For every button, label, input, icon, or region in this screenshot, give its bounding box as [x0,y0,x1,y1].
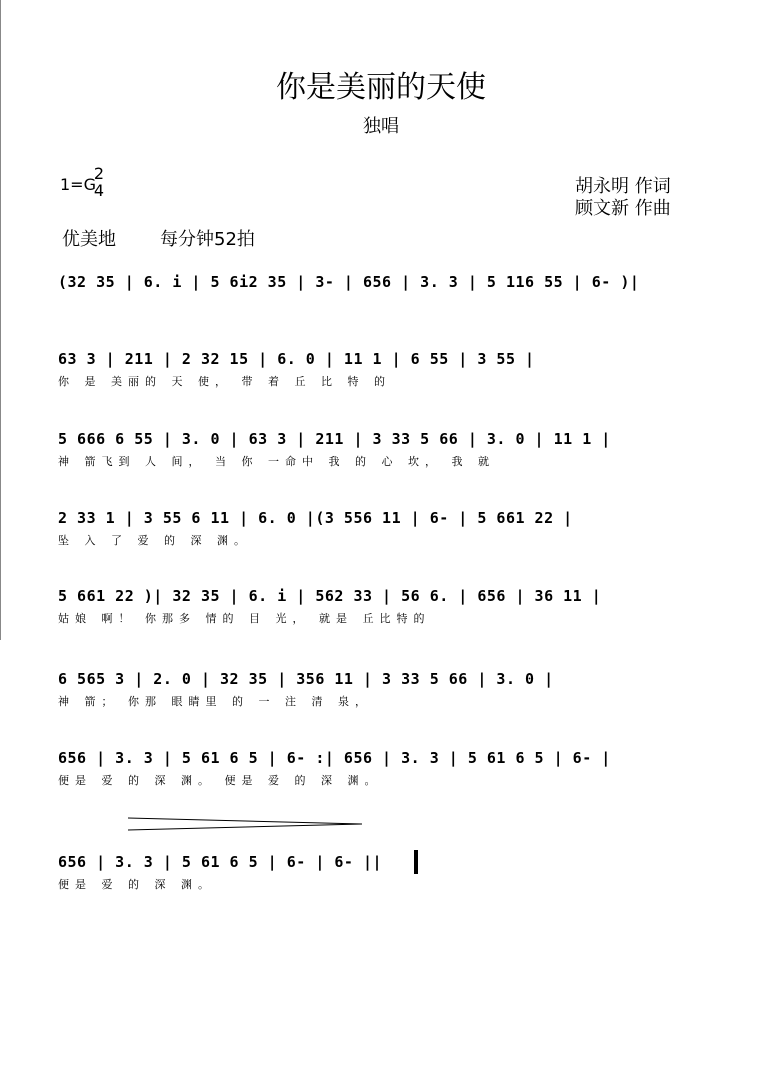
score-system-7 [58,746,703,790]
lyrics-line: 坠 入 了 爱 的 深 渊。 [58,534,251,547]
notation-line: 6 565 3 | 2. 0 | 32 35 | 356 11 | 3 33 5 66 | 3. 0 | [58,670,554,688]
score-system-5 [58,584,703,628]
score-system-2 [58,347,703,391]
score-system-3 [58,427,703,471]
tempo-marking: 每分钟52拍 [160,229,255,250]
score-system-1 [58,270,703,294]
decrescendo-hairpin [128,814,364,834]
notation-line: 5 666 6 55 | 3. 0 | 63 3 | 211 | 3 33 5 66 | 3. 0 | 11 1 | [58,430,611,448]
score-system-8 [58,850,703,894]
notation-line: 656 | 3. 3 | 5 61 6 5 | 6- :| 656 | 3. 3 | 5 61 6 5 | 6- | [58,749,611,767]
lyrics-line: 便是 爱 的 深 渊。 [58,878,215,891]
final-barline [414,850,418,874]
lyricist-credit: 胡永明 作词 [575,176,671,197]
time-signature-top: 2 [93,164,105,183]
score-system-6 [58,667,703,711]
time-signature [93,165,105,199]
notation-line: 5 661 22 )| 32 35 | 6. i | 562 33 | 56 6. | 656 | 36 11 | [58,587,602,605]
song-subtitle: 独唱 [363,116,399,137]
lyrics-line: 姑娘 啊！ 你那多 情的 目 光， 就是 丘比特的 [58,612,431,625]
expression-marking: 优美地 [62,229,116,250]
lyrics-line: 你 是 美丽的 天 使， 带 着 丘 比 特 的 [58,375,391,388]
notation-line: 656 | 3. 3 | 5 61 6 5 | 6- | 6- || [58,853,383,871]
notation-line: 2 33 1 | 3 55 6 11 | 6. 0 |(3 556 11 | 6- | 5 661 22 | [58,509,573,527]
song-title: 你是美丽的天使 [276,70,486,105]
time-signature-bottom: 4 [93,181,105,200]
lyrics-line: 神 箭飞到 人 间， 当 你 一命中 我 的 心 坎， 我 就 [58,455,495,468]
notation-line: (32 35 | 6. i | 5 6i2 35 | 3- | 656 | 3. 3 | 5 116 55 | 6- )| [58,273,640,291]
lyrics-line: 便是 爱 的 深 渊。 便是 爱 的 深 渊。 [58,774,382,787]
composer-credit: 顾文新 作曲 [575,198,671,219]
key-signature: 1=G [60,175,96,194]
lyrics-line: 神 箭； 你那 眼睛里 的 一 注 清 泉， [58,695,372,708]
notation-line: 63 3 | 211 | 2 32 15 | 6. 0 | 11 1 | 6 55 | 3 55 | [58,350,535,368]
score-system-4 [58,506,703,550]
